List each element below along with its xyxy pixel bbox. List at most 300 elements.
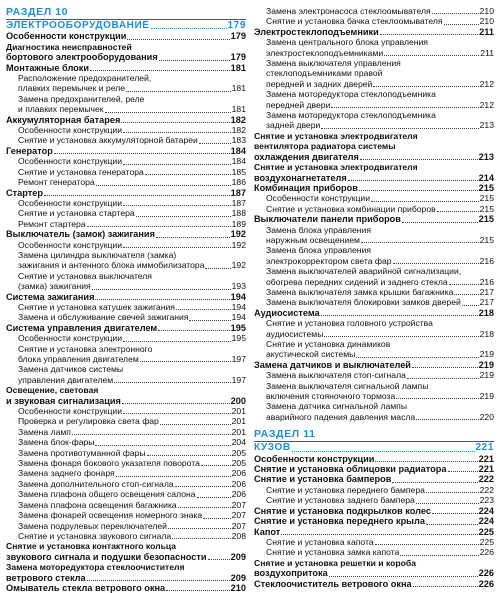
toc-entry-line: вентилятора радиатора системы — [254, 141, 396, 152]
toc-entry-page: 215 — [479, 234, 494, 245]
toc-entry[interactable] — [254, 349, 494, 359]
toc-entry-title: Замена электронасоса стеклоомывателя — [266, 6, 431, 16]
toc-entry[interactable] — [254, 308, 494, 318]
toc-entry-title: Замена блок-фары — [18, 437, 95, 448]
toc-entry[interactable] — [6, 468, 246, 478]
toc-entry-title: Выключатели панели приборов — [254, 214, 401, 225]
toc-list-right-bottom — [254, 454, 494, 589]
toc-entry-title: ветрового стекла — [6, 572, 86, 583]
toc-entry-page: 201 — [231, 416, 246, 427]
toc-entry[interactable] — [6, 437, 246, 447]
toc-entry-page: 213 — [479, 120, 494, 131]
dot-leader — [454, 293, 478, 295]
toc-entry-line: Замена предохранителей, реле — [18, 93, 145, 104]
toc-entry-page: 216 — [479, 276, 494, 287]
dot-leader — [172, 537, 230, 539]
dot-leader — [444, 23, 479, 25]
dot-leader — [201, 464, 231, 466]
toc-entry-title: Снятие и установка катушек зажигания — [18, 301, 175, 312]
toc-entry[interactable] — [6, 573, 246, 583]
toc-entry[interactable] — [254, 235, 494, 245]
toc-entry-page: 210 — [230, 582, 246, 593]
toc-entry-line: Замена блока управления — [266, 245, 371, 256]
dot-leader — [448, 470, 478, 472]
toc-entry-page: 222 — [478, 474, 494, 485]
toc-entry-title: Замена заднего фонаря — [18, 468, 115, 479]
toc-entry[interactable] — [6, 427, 246, 437]
dot-leader — [140, 360, 231, 362]
toc-entry-title: Замена ламп — [18, 426, 71, 437]
toc-entry-page: 225 — [479, 536, 494, 547]
toc-entry[interactable] — [254, 454, 494, 464]
toc-entry[interactable] — [6, 583, 246, 593]
toc-entry-page: 194 — [231, 301, 246, 312]
toc-entry[interactable] — [6, 416, 246, 426]
toc-entry[interactable] — [254, 391, 494, 401]
toc-entry-title: Снятие и установка переднего бампера — [266, 484, 425, 495]
toc-entry-line: Диагностика неисправностей — [6, 41, 132, 52]
dot-leader — [396, 397, 478, 399]
toc-entry-title: Выключатель (замок) зажигания — [6, 229, 155, 240]
toc-entry-page: 209 — [230, 551, 246, 562]
toc-entry[interactable] — [254, 412, 494, 422]
dot-leader — [384, 54, 479, 56]
toc-entry-line: Замена центрального блока управления — [266, 37, 428, 48]
toc-entry-title: Снятие и установка подкрылков колес — [254, 505, 431, 516]
dot-leader — [87, 225, 231, 227]
toc-entry[interactable] — [6, 312, 246, 322]
toc-entry-title: Снятие и установка капота — [266, 536, 374, 547]
dot-leader — [44, 194, 230, 196]
toc-entry-title: Монтажные блоки — [6, 62, 90, 73]
toc-entry[interactable] — [254, 474, 494, 484]
section-10-label: РАЗДЕЛ 10 — [6, 6, 69, 18]
toc-entry-title: Снятие и установка заднего бампера — [266, 495, 415, 506]
section-10-title: ЭЛЕКТРООБОРУДОВАНИЕ 179 — [6, 20, 246, 31]
toc-entry-title: Генератор — [6, 145, 53, 156]
dot-leader — [416, 418, 478, 420]
toc-entry[interactable] — [254, 277, 494, 287]
dot-leader — [407, 377, 479, 379]
toc-entry-title: Замена выключателя замка крышки багажника — [266, 286, 454, 297]
toc-entry[interactable] — [254, 329, 494, 339]
toc-entry[interactable] — [254, 370, 494, 380]
toc-entry[interactable] — [254, 100, 494, 110]
toc-entry-page: 221 — [478, 464, 494, 475]
dot-leader — [348, 179, 478, 181]
toc-entry-page: 206 — [231, 478, 246, 489]
toc-entry-page: 207 — [231, 510, 246, 521]
dot-leader — [281, 533, 477, 535]
dot-leader — [203, 517, 230, 519]
toc-entry-page: 219 — [479, 349, 494, 360]
toc-entry[interactable] — [254, 120, 494, 130]
dot-leader — [175, 485, 231, 487]
toc-entry[interactable] — [254, 579, 494, 589]
toc-entry[interactable] — [254, 287, 494, 297]
dot-leader — [156, 236, 230, 238]
dot-leader — [166, 589, 230, 591]
left-column — [6, 6, 246, 593]
dot-leader — [361, 241, 479, 243]
dot-leader — [123, 131, 231, 133]
toc-entry[interactable] — [6, 531, 246, 541]
dot-leader — [95, 444, 230, 446]
toc-entry-title: передней и задних дверей — [266, 78, 373, 89]
toc-entry[interactable] — [254, 183, 494, 193]
dot-leader — [189, 319, 230, 321]
toc-entry[interactable] — [6, 167, 246, 177]
toc-entry[interactable] — [6, 52, 246, 62]
toc-entry-page: 226 — [478, 578, 494, 589]
toc-entry-title: Особенности конструкции — [18, 239, 123, 250]
toc-entry-title: акустической системы — [266, 349, 356, 360]
toc-entry-line: Замена выключателей аварийной сигнализации, — [266, 266, 462, 277]
toc-entry-title: электростеклоподъемниками — [266, 47, 384, 58]
toc-entry-title: Снятие и установка облицовки радиатора — [254, 464, 447, 475]
dot-leader — [123, 246, 231, 248]
toc-entry-line: Снятие и установка головного устройства — [266, 318, 433, 329]
toc-entry-line: Замена блока управления — [266, 224, 371, 235]
toc-entry-title: электрокорректором света фар — [266, 255, 392, 266]
toc-entry[interactable] — [254, 506, 494, 516]
toc-entry-page: 218 — [479, 328, 494, 339]
toc-entry-line: Замена датчика сигнальной лампы — [266, 401, 407, 412]
toc-entry-page: 179 — [230, 52, 246, 63]
toc-entry-title: Замена датчиков и выключателей — [254, 359, 411, 370]
toc-entry-page: 206 — [231, 468, 246, 479]
toc-entry[interactable] — [6, 323, 246, 333]
toc-entry[interactable] — [6, 302, 246, 312]
toc-entry-line: Замена моторедуктора стеклоподъемника — [266, 89, 436, 100]
dot-leader — [432, 512, 478, 514]
toc-entry-title: Стартер — [6, 187, 43, 198]
toc-entry-title: Снятие и установка звукового сигнала — [18, 530, 172, 541]
toc-entry-page: 192 — [231, 239, 246, 250]
toc-entry[interactable] — [254, 193, 494, 203]
toc-entry-title: Снятие и установка аккумуляторной батареи — [18, 135, 198, 146]
toc-entry-page: 185 — [231, 166, 246, 177]
toc-entry-line: Снятие и установка решетки и короба — [254, 557, 416, 568]
toc-entry-page: 181 — [230, 62, 246, 73]
toc-entry-page: 192 — [231, 260, 246, 271]
dot-leader — [145, 173, 231, 175]
toc-entry-title: Замена и обслуживание свечей зажигания — [18, 312, 189, 323]
toc-entry[interactable] — [6, 104, 246, 114]
dot-leader — [331, 106, 478, 108]
toc-entry-page: 183 — [231, 135, 246, 146]
toc-entry-title: воздухонагнетателя — [254, 172, 347, 183]
toc-entry[interactable] — [254, 152, 494, 162]
toc-entry-page: 226 — [478, 568, 494, 579]
toc-entry-page: 187 — [231, 197, 246, 208]
toc-entry-line: Расположение предохранителей, — [18, 73, 152, 84]
toc-entry-title: и звуковая сигнализация — [6, 395, 121, 406]
toc-entry-line: Снятие и установка электронного — [18, 343, 153, 354]
dot-leader — [96, 184, 231, 186]
dot-leader — [437, 210, 479, 212]
dot-leader — [123, 340, 231, 342]
toc-entry-page: 195 — [231, 333, 246, 344]
toc-entry-title: Замена выключателя блокировки замков дверей — [266, 297, 461, 308]
toc-entry-page: 213 — [478, 151, 494, 162]
toc-entry[interactable] — [254, 214, 494, 224]
toc-entry-page: 200 — [230, 395, 246, 406]
toc-entry-title: Аудиосистема — [254, 307, 320, 318]
toc-entry-title: Снятие и установка переднего крыла — [254, 516, 425, 527]
toc-entry-page: 205 — [231, 458, 246, 469]
dot-leader — [176, 308, 231, 310]
toc-entry[interactable] — [6, 219, 246, 229]
toc-entry-title: Замена фонарей освещения номерного знака — [18, 510, 203, 521]
toc-entry-page: 182 — [230, 114, 246, 125]
toc-entry-title: Система управления двигателем — [6, 322, 158, 333]
toc-entry-line: Замена выключателя сигнальной лампы — [266, 380, 429, 391]
toc-entry[interactable] — [6, 489, 246, 499]
dot-leader — [324, 335, 478, 337]
toc-entry-page: 221 — [478, 453, 494, 464]
toc-entry-page: 214 — [478, 172, 494, 183]
toc-entry[interactable] — [6, 229, 246, 239]
toc-entry-title: Особенности конструкции — [18, 197, 123, 208]
toc-entry[interactable] — [254, 495, 494, 505]
toc-entry-page: 211 — [479, 26, 494, 37]
toc-entry-page: 219 — [478, 359, 494, 370]
toc-entry[interactable] — [6, 188, 246, 198]
toc-entry-page: 223 — [479, 495, 494, 506]
toc-entry-title: Замена дополнительного стоп-сигнала — [18, 478, 174, 489]
toc-entry[interactable] — [254, 516, 494, 526]
toc-entry-title: Замена фонаря бокового указателя поворота — [18, 458, 200, 469]
toc-entry-page: 197 — [231, 374, 246, 385]
toc-entry-page: 184 — [231, 156, 246, 167]
toc-entry-page: 210 — [479, 16, 494, 27]
toc-entry[interactable] — [6, 292, 246, 302]
toc-entry[interactable] — [6, 135, 246, 145]
toc-entry-page: 184 — [230, 145, 246, 156]
toc-entry[interactable] — [254, 527, 494, 537]
toc-entry-title: Омыватель стекла ветрового окна — [6, 582, 166, 593]
dot-leader — [159, 59, 230, 61]
toc-entry[interactable] — [6, 63, 246, 73]
toc-entry[interactable] — [6, 406, 246, 416]
toc-entry-title: Система зажигания — [6, 291, 95, 302]
toc-entry[interactable] — [254, 485, 494, 495]
toc-entry-page: 219 — [479, 370, 494, 381]
dot-leader — [123, 204, 231, 206]
toc-entry-line: Освещение, световая — [6, 385, 99, 396]
toc-entry-page: 210 — [479, 6, 494, 16]
toc-entry-title: Особенности конструкции — [6, 31, 127, 42]
toc-entry-page: 204 — [231, 437, 246, 448]
toc-entry-title: Снятие и установка стартера — [18, 208, 135, 219]
toc-entry[interactable] — [6, 281, 246, 291]
dot-leader — [116, 475, 231, 477]
toc-entry[interactable] — [254, 537, 494, 547]
toc-entry-page: 215 — [479, 193, 494, 204]
toc-entry-page: 187 — [230, 187, 246, 198]
toc-entry[interactable] — [6, 115, 246, 125]
toc-entry-line: Замена моторедуктора стеклоподъемника — [266, 110, 436, 121]
toc-entry-title: Ремонт стартера — [18, 218, 86, 229]
toc-entry-page: 193 — [231, 281, 246, 292]
toc-entry[interactable] — [6, 156, 246, 166]
toc-entry[interactable] — [6, 448, 246, 458]
dot-leader — [426, 491, 479, 493]
dot-leader — [393, 262, 479, 264]
toc-entry-page: 216 — [479, 255, 494, 266]
toc-entry-title: Стеклоочиститель ветрового окна — [254, 578, 412, 589]
toc-entry[interactable] — [6, 125, 246, 135]
toc-entry-page: 208 — [231, 530, 246, 541]
dot-leader — [123, 163, 231, 165]
dot-leader — [126, 90, 231, 92]
toc-entry-page: 218 — [478, 307, 494, 318]
toc-entry[interactable] — [254, 547, 494, 557]
toc-entry[interactable] — [6, 83, 246, 93]
toc-entry-title: Капот — [254, 526, 281, 537]
toc-entry-line: Снятие и установка контактного кольца — [6, 541, 177, 552]
toc-entry-title: аварийного падения давления масла — [266, 411, 416, 422]
toc-entry[interactable] — [6, 375, 246, 385]
dot-leader — [416, 502, 479, 504]
toc-entry-page: 225 — [478, 526, 494, 537]
toc-entry[interactable] — [6, 333, 246, 343]
toc-entry[interactable] — [254, 16, 494, 26]
toc-entry-title: Снятие и установка бамперов — [254, 474, 392, 485]
dot-leader — [87, 579, 230, 581]
dot-leader — [373, 85, 478, 87]
dot-leader — [413, 585, 478, 587]
toc-entry-title: (замка) зажигания — [18, 281, 91, 292]
dot-leader — [426, 523, 478, 525]
toc-entry-page: 197 — [231, 354, 246, 364]
toc-entry-page: 215 — [479, 203, 494, 214]
toc-entry-title: Замена плафона освещения багажника — [18, 499, 177, 510]
toc-entry-page: 222 — [479, 484, 494, 495]
toc-entry[interactable] — [254, 568, 494, 578]
dot-leader — [375, 460, 477, 462]
toc-entry-page: 224 — [478, 516, 494, 527]
toc-entry-title: бортового электрооборудования — [6, 52, 158, 63]
toc-entry[interactable] — [6, 260, 246, 270]
toc-entry[interactable] — [254, 79, 494, 89]
toc-entry-title: Замена выключателя стоп-сигнала — [266, 370, 406, 381]
toc-entry-title: Замена подрулевых переключателей — [18, 520, 167, 531]
toc-entry-title: наружным освещением — [266, 234, 360, 245]
toc-entry-title: Особенности конструкции — [254, 453, 375, 464]
toc-entry[interactable] — [254, 6, 494, 16]
toc-entry-title: задней двери — [266, 120, 321, 131]
dot-leader — [432, 12, 479, 14]
toc-entry[interactable] — [6, 177, 246, 187]
dot-leader — [321, 314, 478, 316]
dot-leader — [359, 189, 478, 191]
toc-entry-title: блока управления двигателем — [18, 354, 139, 364]
toc-entry[interactable] — [6, 500, 246, 510]
toc-entry-page: 189 — [231, 218, 246, 229]
toc-entry-title: Особенности конструкции — [18, 333, 123, 344]
toc-entry-line: Замена датчиков системы — [18, 364, 124, 375]
toc-entry-page: 215 — [478, 182, 494, 193]
toc-entry-title: обогрева передних сидений и заднего стекла — [266, 276, 448, 287]
toc-entry-page: 211 — [480, 47, 494, 58]
toc-entry[interactable] — [6, 146, 246, 156]
toc-entry-title: Замена противотуманной фары — [18, 447, 146, 458]
toc-entry[interactable] — [6, 521, 246, 531]
toc-entry[interactable] — [254, 360, 494, 370]
toc-entry-page: 201 — [231, 406, 246, 417]
toc-entry[interactable] — [254, 256, 494, 266]
toc-entry-title: Снятие и установка бачка стеклоомывателя — [266, 16, 443, 27]
toc-entry[interactable] — [6, 354, 246, 364]
toc-entry[interactable] — [6, 458, 246, 468]
toc-entry-title: Снятие и установка замка капота — [266, 547, 400, 558]
toc-entry-page: 179 — [230, 31, 246, 42]
toc-entry-title: и плавких перемычек — [18, 104, 104, 115]
dot-leader — [375, 543, 479, 545]
dot-leader — [160, 423, 231, 425]
dot-leader — [449, 283, 479, 285]
toc-entry[interactable] — [6, 208, 246, 218]
toc-entry-page: 209 — [230, 572, 246, 583]
toc-entry[interactable] — [6, 479, 246, 489]
dot-leader — [205, 267, 230, 269]
toc-entry-page: 182 — [231, 125, 246, 136]
dot-leader — [462, 304, 479, 306]
dot-leader — [123, 412, 231, 414]
dot-leader — [360, 158, 478, 160]
toc-entry[interactable] — [6, 510, 246, 520]
toc-entry[interactable] — [254, 464, 494, 474]
toc-entry-page: 215 — [478, 214, 494, 225]
toc-entry-line: Замена моторедуктора стеклоочистителя — [6, 562, 185, 573]
toc-entry-title: Замена плафона общего освещения салона — [18, 489, 196, 500]
dot-leader — [168, 527, 231, 529]
dot-leader — [356, 356, 478, 358]
toc-entry[interactable] — [6, 552, 246, 562]
toc-entry[interactable] — [254, 27, 494, 37]
toc-entry-title: Особенности конструкции — [18, 156, 123, 167]
toc-entry-title: передней двери — [266, 99, 331, 110]
toc-entry-page: 201 — [231, 426, 246, 437]
toc-entry-title: Проверка и регулировка света фар — [18, 416, 159, 427]
toc-entry[interactable] — [254, 204, 494, 214]
toc-entry-title: охлаждения двигателя — [254, 151, 359, 162]
toc-entry[interactable] — [254, 297, 494, 307]
toc-entry-title: Комбинация приборов — [254, 182, 358, 193]
dot-leader — [197, 496, 231, 498]
toc-entry-title: Особенности конструкции — [266, 193, 371, 204]
toc-entry-title: Особенности конструкции — [18, 406, 123, 417]
dot-leader — [380, 33, 478, 35]
dot-leader — [199, 142, 231, 144]
toc-entry-page: 217 — [479, 286, 494, 297]
toc-entry-title: плавких перемычек и реле — [18, 83, 125, 94]
toc-entry-page: 194 — [231, 312, 246, 323]
toc-entry[interactable] — [254, 173, 494, 183]
toc-entry-page: 181 — [231, 83, 246, 94]
toc-entry[interactable] — [6, 240, 246, 250]
right-column — [254, 6, 494, 589]
toc-entry[interactable] — [6, 31, 246, 41]
dot-leader — [329, 575, 478, 577]
dot-leader — [54, 152, 230, 154]
toc-entry[interactable] — [6, 396, 246, 406]
toc-entry[interactable] — [254, 48, 494, 58]
toc-entry-page: 219 — [479, 391, 494, 402]
toc-entry[interactable] — [6, 198, 246, 208]
